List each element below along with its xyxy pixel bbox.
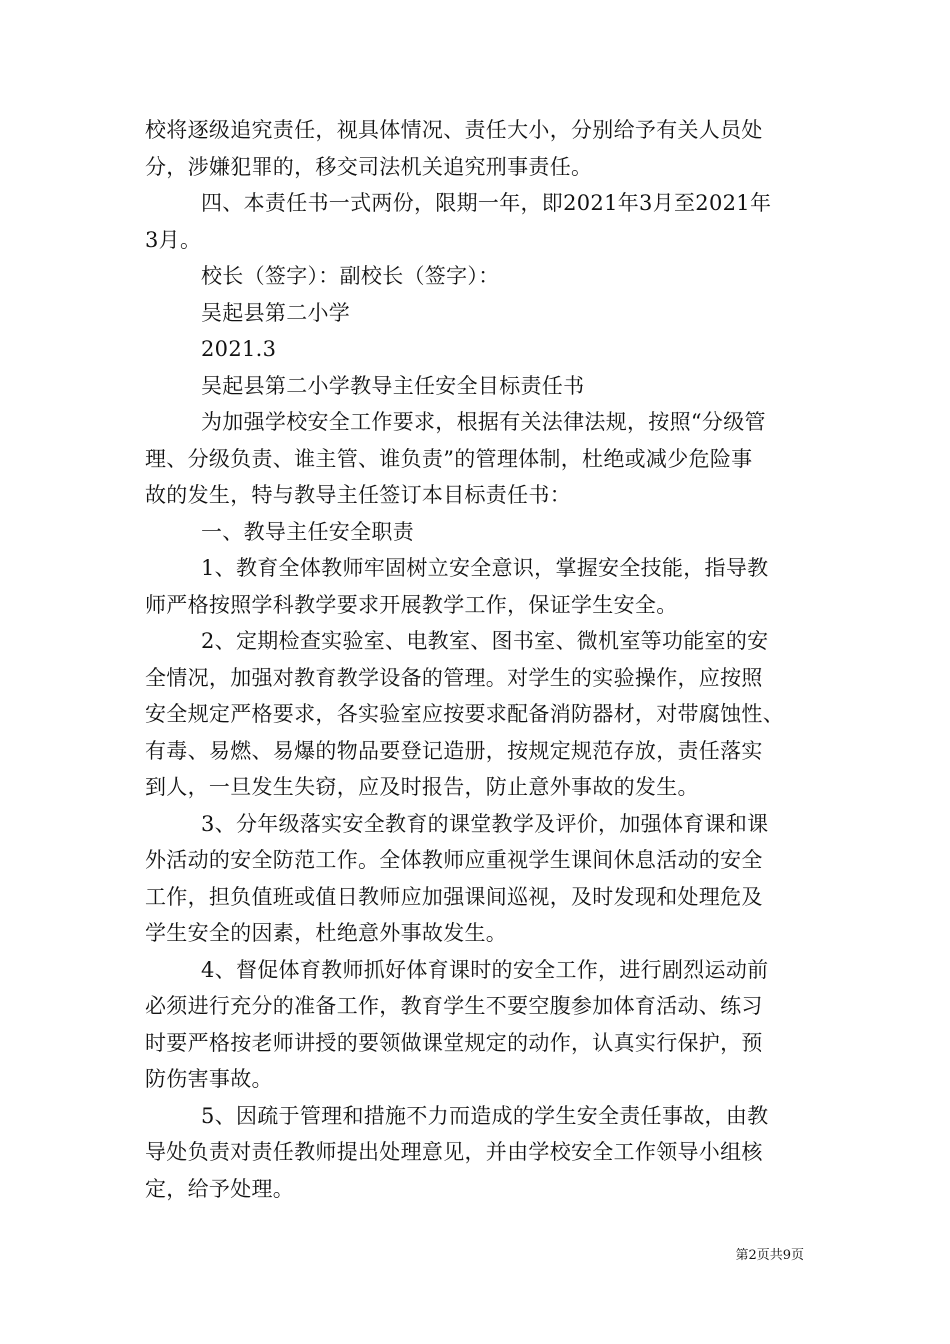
text-line: 4、督促体育教师抓好体育课时的安全工作，进行剧烈运动前 <box>201 957 769 982</box>
text-line: 吴起县第二小学教导主任安全目标责任书 <box>201 373 585 398</box>
text-line: 全情况，加强对教育教学设备的管理。对学生的实验操作，应按照 <box>145 665 763 690</box>
text-line: 1、教育全体教师牢固树立安全意识，掌握安全技能，指导教 <box>201 556 769 580</box>
text-line: 校长（签字）：副校长（签字）： <box>201 264 500 288</box>
text-line: 防伤害事故。 <box>145 1067 273 1091</box>
text-line: 时要严格按老师讲授的要领做课堂规定的动作，认真实行保护，预 <box>145 1030 763 1055</box>
text-line: 工作，担负值班或值日教师应加强课间巡视，及时发现和处理危及 <box>145 884 763 909</box>
text-line: 分，涉嫌犯罪的，移交司法机关追究刑事责任。 <box>145 154 593 179</box>
text-line: 师严格按照学科教学要求开展教学工作，保证学生安全。 <box>145 592 678 617</box>
text-line: 理、分级负责、谁主管、谁负责”的管理体制，杜绝或减少危险事 <box>145 446 753 471</box>
text-line: 有毒、易燃、易爆的物品要登记造册，按规定规范存放，责任落实 <box>145 738 763 763</box>
text-line: 四、本责任书一式两份，限期一年，即2021年3月至2021年 <box>201 191 772 215</box>
text-line: 安全规定严格要求，各实验室应按要求配备消防器材，对带腐蚀性、 <box>145 702 784 726</box>
text-line: 为加强学校安全工作要求，根据有关法律法规，按照“分级管 <box>201 410 766 434</box>
text-line: 必须进行充分的准备工作，教育学生不要空腹参加体育活动、练习 <box>145 994 763 1018</box>
text-line: 2021.3 <box>201 337 277 361</box>
text-line: 5、因疏于管理和措施不力而造成的学生安全责任事故，由教 <box>201 1103 769 1128</box>
text-line: 3、分年级落实安全教育的课堂教学及评价，加强体育课和课 <box>201 811 769 836</box>
text-line: 2、定期检查实验室、电教室、图书室、微机室等功能室的安 <box>201 629 769 653</box>
text-line: 3月。 <box>145 227 202 252</box>
page-number: 第2页共9页 <box>735 1248 804 1263</box>
text-line: 导处负责对责任教师提出处理意见，并由学校安全工作领导小组核 <box>145 1140 763 1164</box>
document-body <box>145 112 805 1207</box>
text-line: 故的发生，特与教导主任签订本目标责任书： <box>145 483 571 507</box>
text-line: 到人，一旦发生失窃，应及时报告，防止意外事故的发生。 <box>145 775 699 799</box>
text-line: 校将逐级追究责任，视具体情况、责任大小，分别给予有关人员处 <box>145 118 763 142</box>
text-line: 外活动的安全防范工作。全体教师应重视学生课间休息活动的安全 <box>145 848 763 872</box>
text-line: 吴起县第二小学 <box>201 300 351 325</box>
text-line: 学生安全的因素，杜绝意外事故发生。 <box>145 921 508 945</box>
text-line: 一、教导主任安全职责 <box>201 519 414 544</box>
text-line: 定，给予处理。 <box>145 1176 295 1201</box>
